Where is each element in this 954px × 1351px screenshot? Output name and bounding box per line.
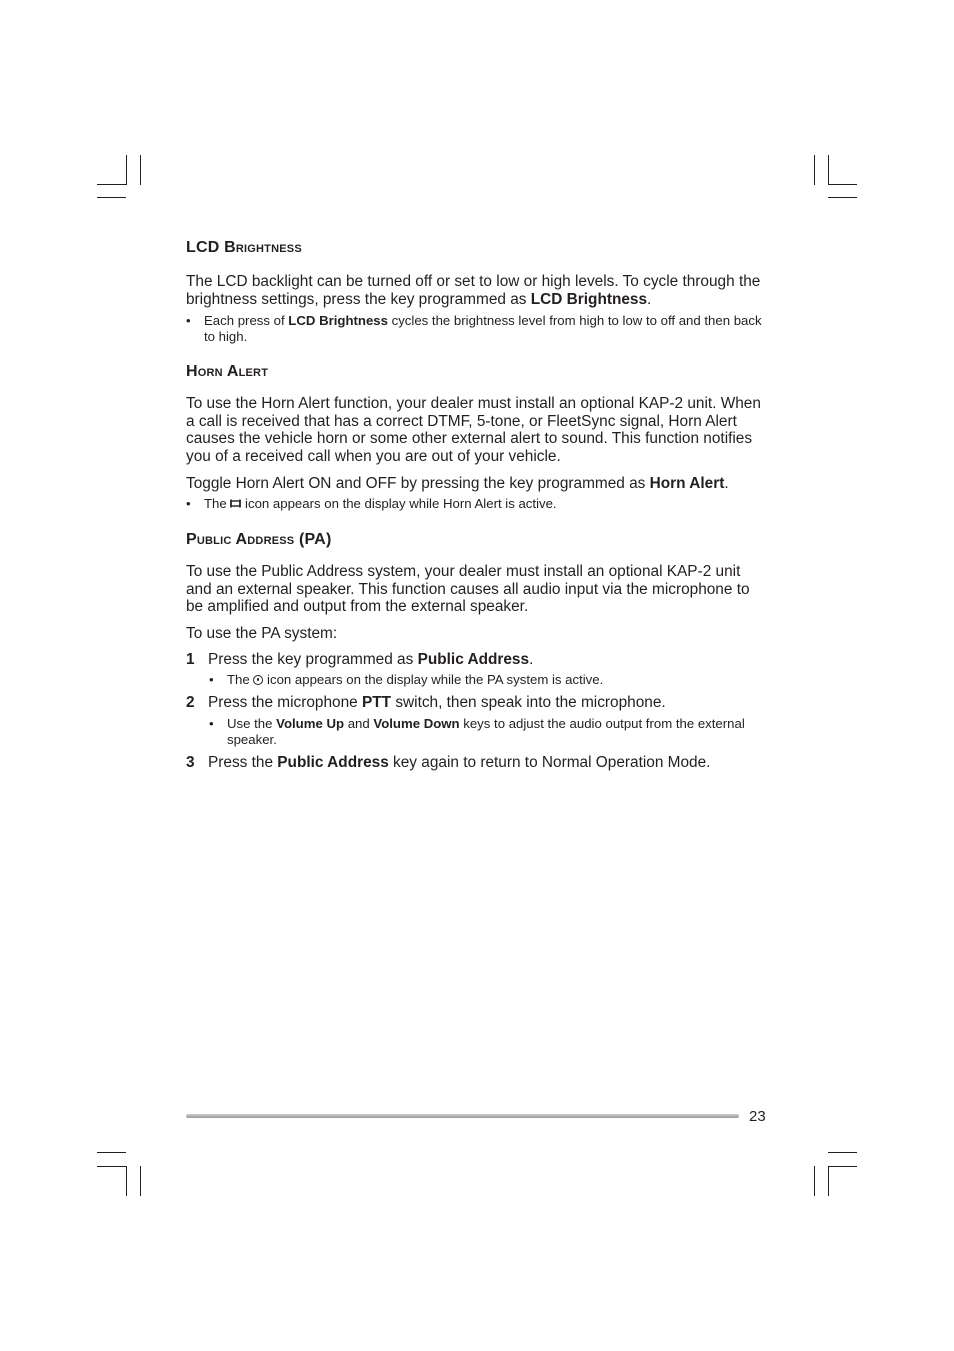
text-run: . [647,290,652,308]
note-text [227,716,745,747]
step-item [186,754,768,772]
bold-term: PTT [361,694,392,712]
crop-mark [97,184,126,185]
bold-term: LCD Brightness [530,290,648,308]
crop-mark [828,1166,829,1196]
text-run: . [724,474,729,492]
paragraph [186,563,768,616]
bullet-note [186,496,768,512]
text-run: and [344,715,374,731]
crop-mark [140,1166,141,1196]
text-run: To use the PA system: [186,624,338,642]
bold-term: Volume Down [373,715,460,731]
text-run: cycles the brightness level from high to low to off and then back to high. [204,313,762,345]
crop-mark [828,155,829,185]
crop-mark [140,155,141,185]
bold-term: Public Address [277,753,389,771]
text-run: To use the Public Address system, your dealer must install an optional KAP-2 unit and an external speaker. This function causes all audio input via the microphone to be amplified and output from the external speaker. [186,563,750,616]
step-number: 2 [186,694,195,712]
note-text-after: icon appears on the display while the PA system is active. [263,672,604,688]
footer-rule [186,1114,739,1118]
text-run: keys to adjust the audio output from the external speaker. [227,715,745,747]
step-text [208,754,710,771]
crop-mark [828,1152,857,1153]
text-run: Press the microphone [208,694,362,712]
crop-mark [97,1166,126,1167]
note-text-after: icon appears on the display while Horn Alert is active. [241,496,557,512]
text-run: The LCD backlight can be turned off or set to low or high levels. To cycle through the brightness settings, press the key programmed as [186,273,761,308]
pa-icon [253,675,263,685]
crop-mark [814,1166,815,1196]
text-run: Press the key programmed as [208,650,418,668]
crop-mark [814,155,815,185]
step-number: 1 [186,650,195,668]
page-content [186,238,768,771]
step-item [186,651,768,669]
paragraph [186,395,768,465]
page-number: 23 [749,1108,766,1125]
text-run: Press the [208,753,278,771]
text-run: Use the [227,715,277,731]
bold-term: LCD Brightness [288,313,388,329]
step-text [208,651,533,668]
crop-mark [97,1152,126,1153]
bold-term: Horn Alert [649,474,725,492]
note-text-before: The [204,496,231,512]
note-text [204,313,762,344]
crop-mark [828,184,857,185]
bold-term: Volume Up [276,715,345,731]
text-run: switch, then speak into the microphone. [391,694,666,712]
step-number: 3 [186,753,195,771]
crop-mark [126,1166,127,1196]
bullet-note [186,313,768,345]
step-item [186,694,768,712]
bold-term: Public Address [417,650,530,668]
step-text [208,694,666,711]
paragraph [186,475,768,493]
crop-mark [828,197,857,198]
crop-mark [828,1166,857,1167]
text-run: key again to return to Normal Operation Mode. [388,753,711,771]
text-run: To use the Horn Alert function, your dealer must install an optional KAP-2 unit. When a call is received that has a correct DTMF, 5-tone, or FleetSync signal, Horn Alert causes the vehicle horn or some other external alert to sound. This function notifies you of a received call when you are out of your vehicle. [186,395,761,465]
crop-mark [126,155,127,185]
paragraph [186,625,768,643]
crop-mark [97,197,126,198]
bullet-note [186,672,768,688]
section-heading-public-address: Public Address (PA) [186,531,332,549]
bullet: • [209,715,214,731]
bullet: • [186,496,191,512]
text-run: Toggle Horn Alert ON and OFF by pressing the key programmed as [186,474,650,492]
bullet-note [186,716,768,748]
text-run: Each press of [204,313,289,329]
section-heading-lcd-brightness: LCD Brightness [186,239,302,256]
text-run: . [529,650,534,668]
horn-alert-icon [230,496,241,505]
bullet: • [209,672,214,688]
note-text-before: The [227,672,254,688]
section-heading-horn-alert: Horn Alert [186,363,269,381]
paragraph [186,273,768,308]
bullet: • [186,313,191,329]
